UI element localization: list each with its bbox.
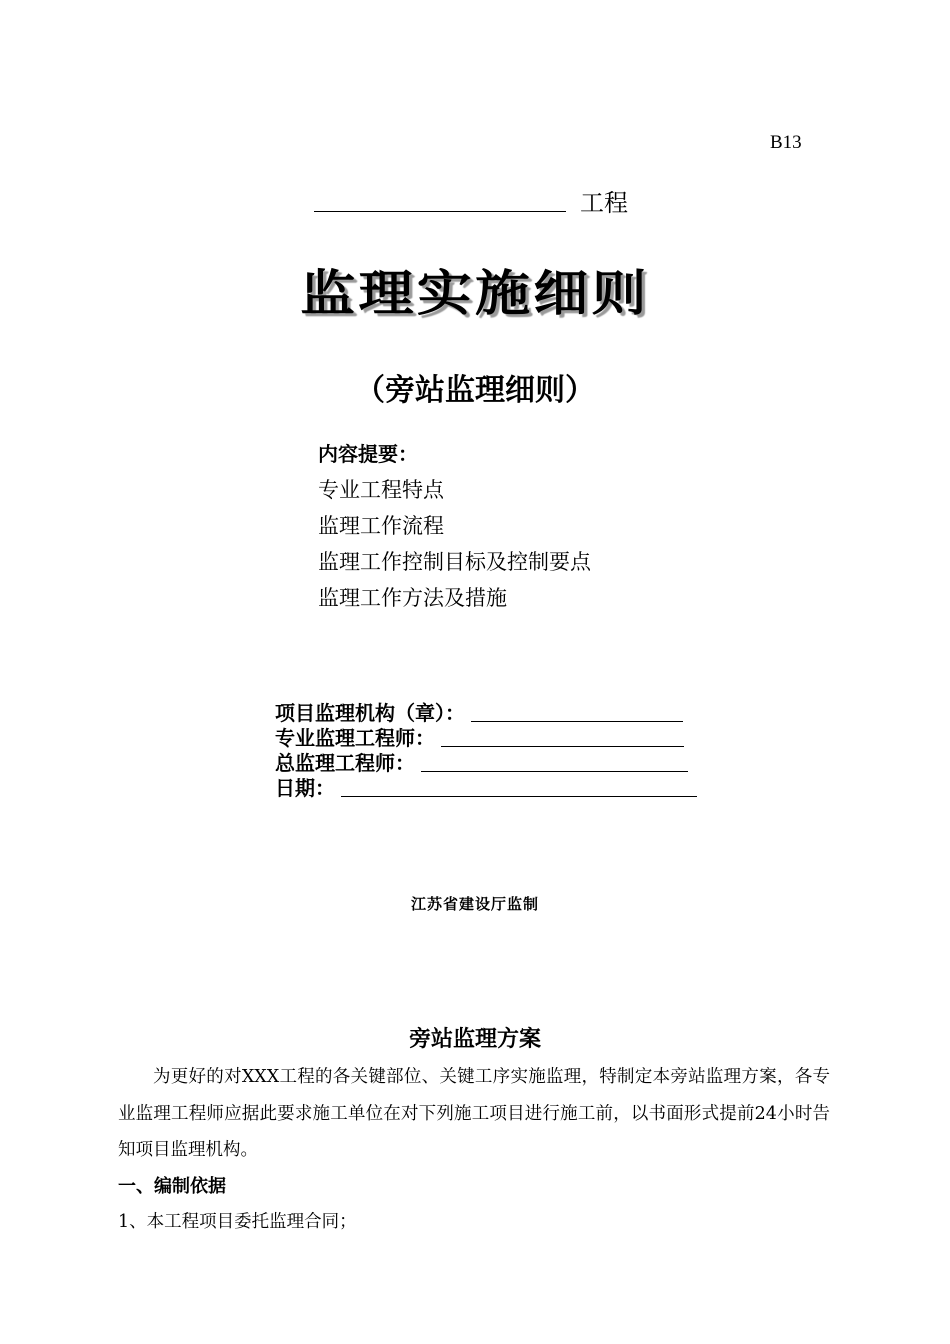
project-name-blank[interactable]	[314, 210, 566, 212]
toc-item: 监理工作流程	[318, 514, 444, 538]
project-name-line	[314, 183, 628, 218]
section-heading: 一、编制依据	[118, 1176, 226, 1197]
toc-item: 监理工作控制目标及控制要点	[318, 550, 591, 574]
signature-label: 日期：	[275, 776, 335, 800]
issuer-note: 江苏省建设厅监制	[410, 895, 539, 913]
signature-label: 专业监理工程师：	[275, 726, 435, 750]
document-code: B13	[770, 132, 802, 153]
signature-field-date	[275, 772, 697, 801]
subtitle: （旁站监理细则）	[355, 373, 595, 408]
signature-label: 项目监理机构（章）：	[275, 701, 465, 725]
toc-item: 监理工作方法及措施	[318, 586, 507, 610]
toc-item: 专业工程特点	[318, 478, 444, 502]
toc-heading: 内容提要：	[318, 442, 418, 466]
plan-title: 旁站监理方案	[408, 1026, 541, 1052]
signature-blank[interactable]	[341, 795, 697, 797]
signature-label: 总监理工程师：	[275, 751, 415, 775]
intro-paragraph: 为更好的对XXX工程的各关键部位、关键工序实施监理，特制定本旁站监理方案，各专业监理工程师应据此要求施工单位在对下列施工项目进行施工前，以书面形式提前24小时告知项目监理机构。	[118, 1067, 830, 1160]
section-list-item: 1、本工程项目委托监理合同；	[118, 1212, 357, 1232]
main-title: 监理实施细则	[300, 265, 650, 322]
project-suffix: 工程	[580, 189, 628, 217]
